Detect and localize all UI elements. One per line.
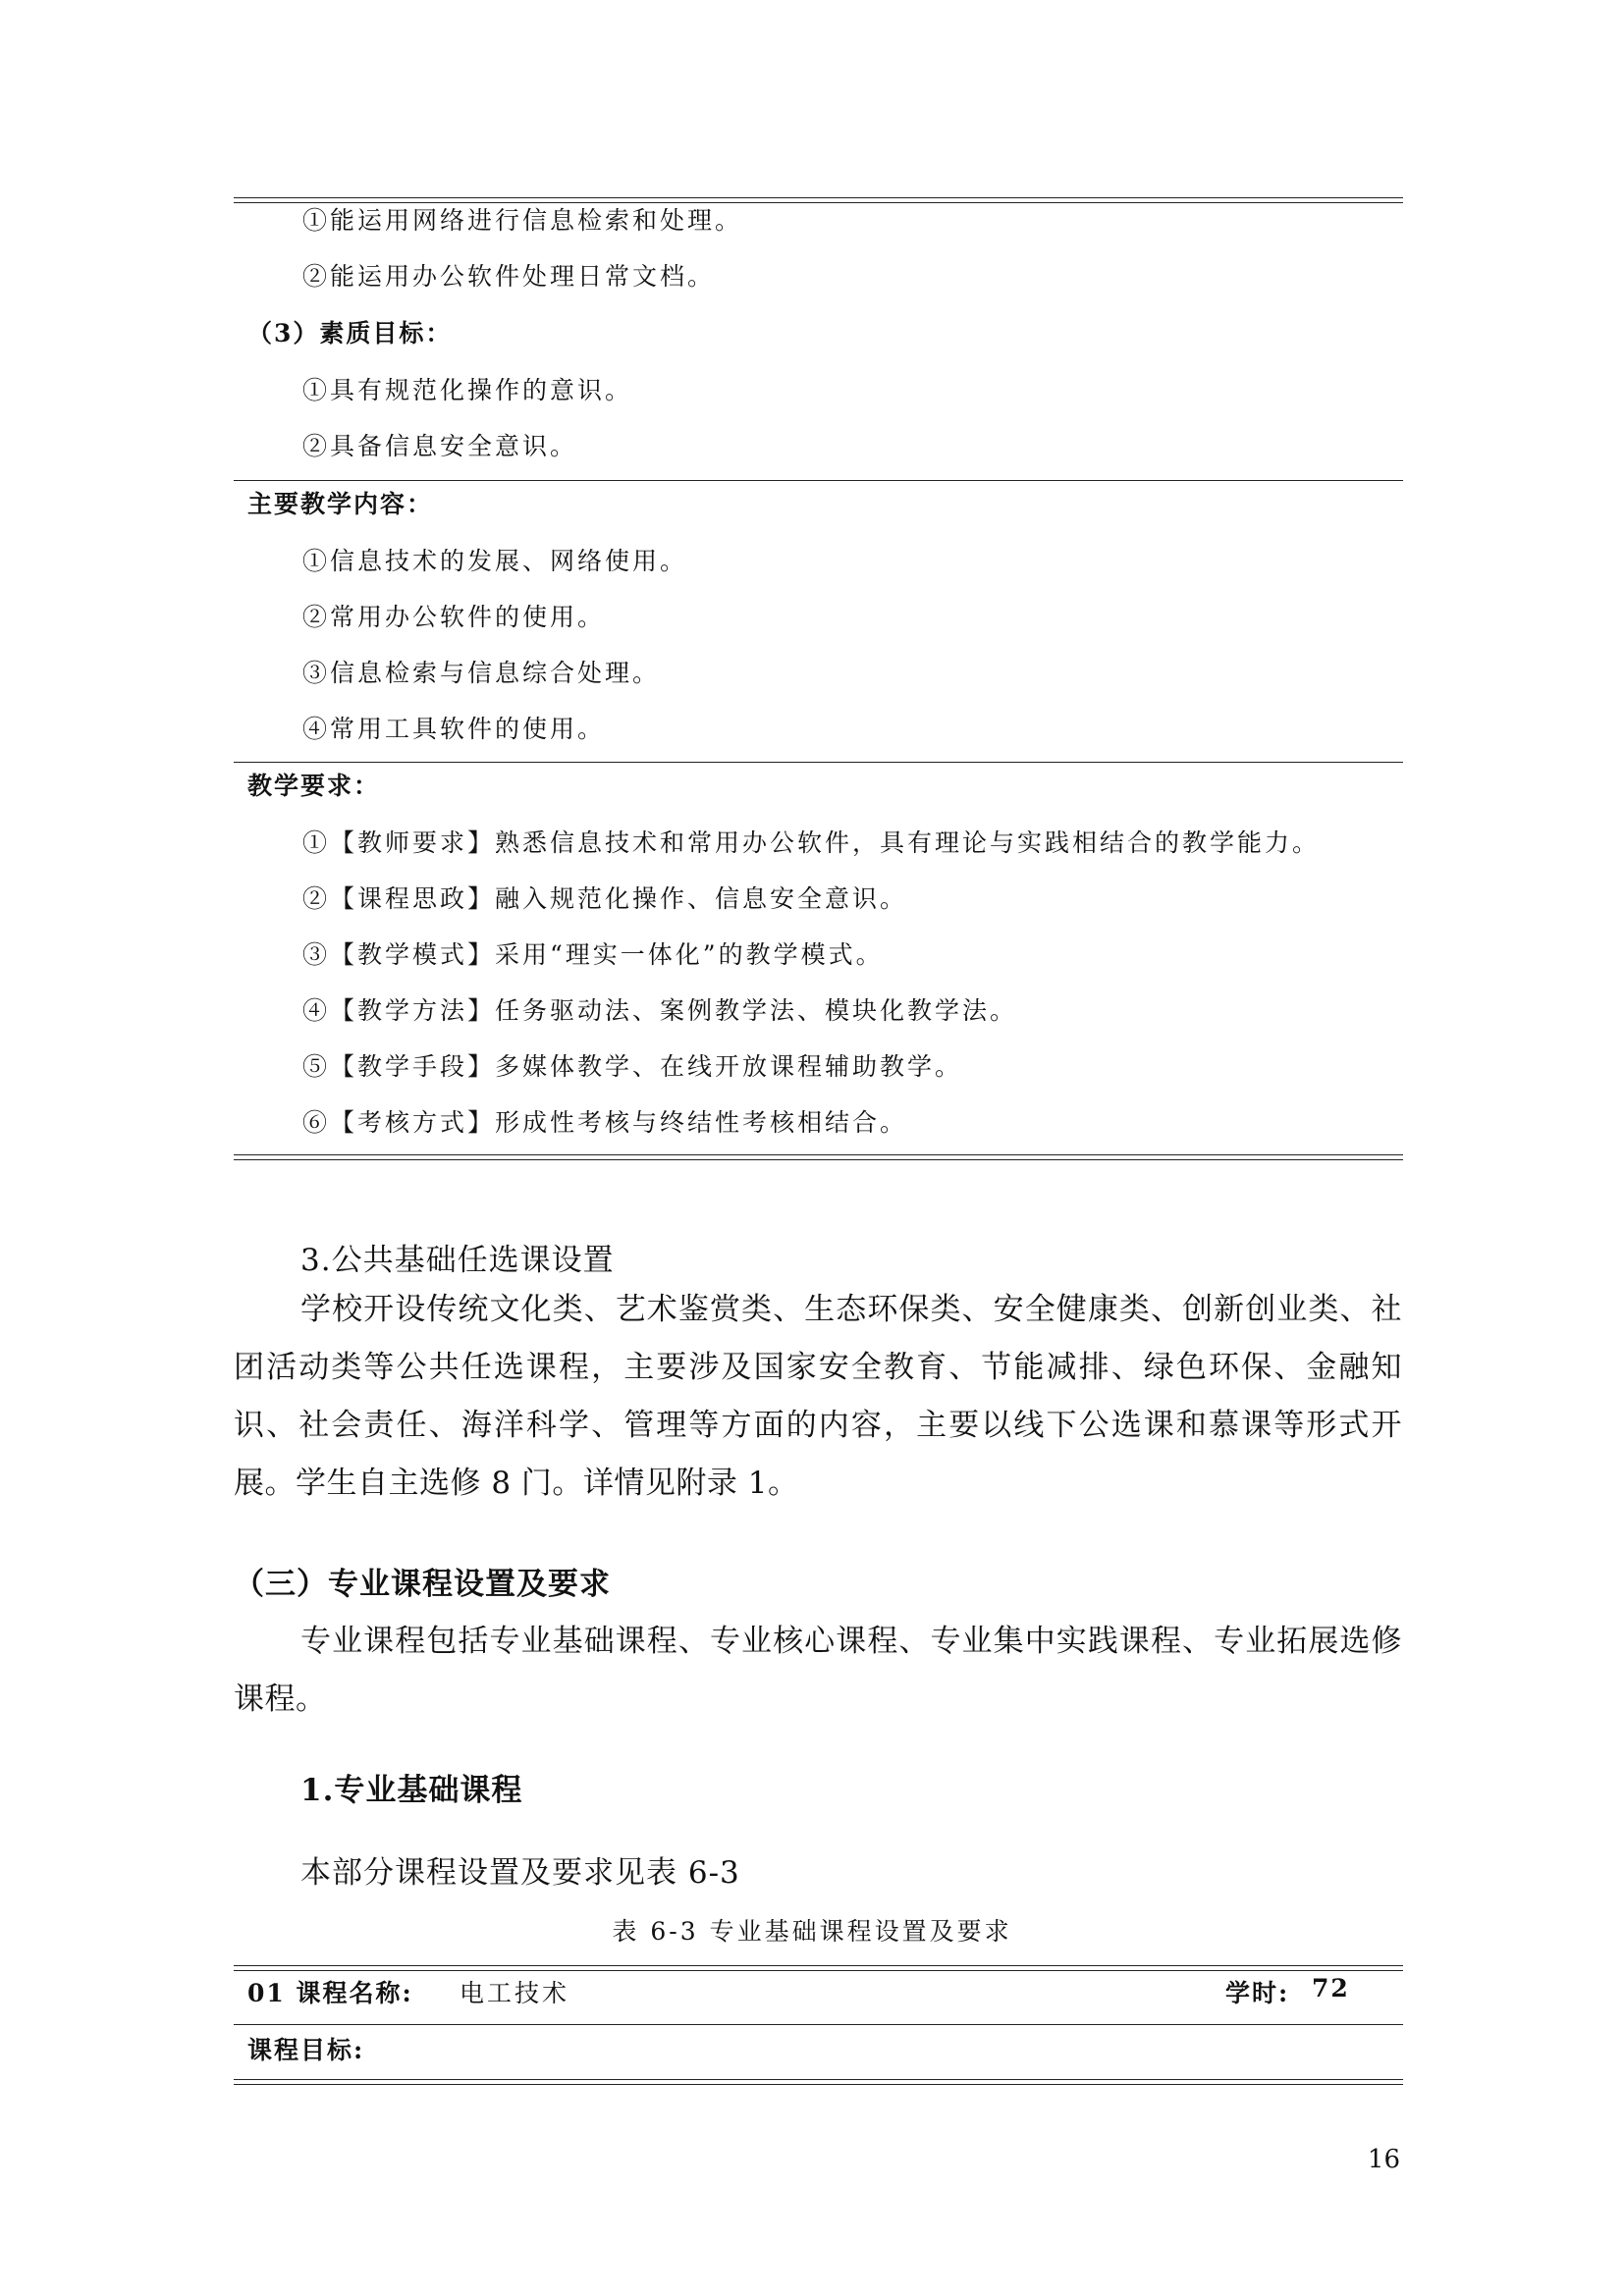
table-divider-2 (234, 762, 1403, 763)
requirement-item-3: ③【教学模式】采用“理实一体化”的教学模式。 (302, 940, 884, 969)
content-item-3: ③信息检索与信息综合处理。 (302, 659, 661, 687)
requirements-title: 教学要求： (247, 772, 381, 800)
table-bottom-border (234, 1154, 1403, 1160)
hours-value: 72 (1312, 1974, 1350, 2002)
page-number: 16 (1367, 2145, 1400, 2174)
requirement-item-1: ①【教师要求】熟悉信息技术和常用办公软件，具有理论与实践相结合的教学能力。 (302, 828, 1321, 857)
requirement-item-6: ⑥【考核方式】形成性考核与终结性考核相结合。 (302, 1108, 908, 1137)
major-section-paragraph: 专业课程包括专业基础课程、专业核心课程、专业集中实践课程、专业拓展选修课程。 (234, 1624, 1402, 1717)
quality-goal-title: （3）素质目标： (247, 319, 453, 347)
skill-item-1: ①能运用网络进行信息检索和处理。 (302, 206, 743, 235)
subsection1-heading: 1.专业基础课程 (300, 1773, 523, 1808)
major-section-heading: （三）专业课程设置及要求 (234, 1567, 611, 1602)
content-item-1: ①信息技术的发展、网络使用。 (302, 547, 688, 575)
section3-heading: 3.公共基础任选课设置 (300, 1243, 615, 1278)
content-title: 主要教学内容： (247, 490, 434, 518)
table2-top-border (234, 1965, 1403, 1971)
subsection1-text: 本部分课程设置及要求见表 6-3 (300, 1855, 740, 1891)
table-caption: 表 6-3 专业基础课程设置及要求 (612, 1917, 1012, 1946)
content-item-2: ②常用办公软件的使用。 (302, 603, 606, 631)
skill-item-2: ②能运用办公软件处理日常文档。 (302, 262, 716, 291)
table-divider-1 (234, 480, 1403, 481)
course-name-label: 01 课程名称: (247, 1979, 413, 2007)
course-goal-label: 课程目标: (247, 2036, 365, 2064)
quality-item-1: ①具有规范化操作的意识。 (302, 376, 633, 404)
table2-divider (234, 2024, 1403, 2025)
course-name-value: 电工技术 (460, 1979, 570, 2007)
quality-item-2: ②具备信息安全意识。 (302, 432, 578, 460)
table2-bottom-border (234, 2079, 1403, 2085)
requirement-item-5: ⑤【教学手段】多媒体教学、在线开放课程辅助教学。 (302, 1052, 963, 1081)
content-item-4: ④常用工具软件的使用。 (302, 715, 606, 743)
requirement-item-2: ②【课程思政】融入规范化操作、信息安全意识。 (302, 884, 908, 913)
section3-paragraph: 学校开设传统文化类、艺术鉴赏类、生态环保类、安全健康类、创新创业类、社团活动类等公共任选课程，主要涉及国家安全教育、节能减排、绿色环保、金融知识、社会责任、海洋科学、管理等方面的内容，主要以线下公选课和慕课等形式开展。学生自主选修 8 门。详情见附录 1。 (234, 1292, 1402, 1501)
hours-label: 学时: (1225, 1979, 1290, 2007)
requirement-item-4: ④【教学方法】任务驱动法、案例教学法、模块化教学法。 (302, 996, 1018, 1025)
